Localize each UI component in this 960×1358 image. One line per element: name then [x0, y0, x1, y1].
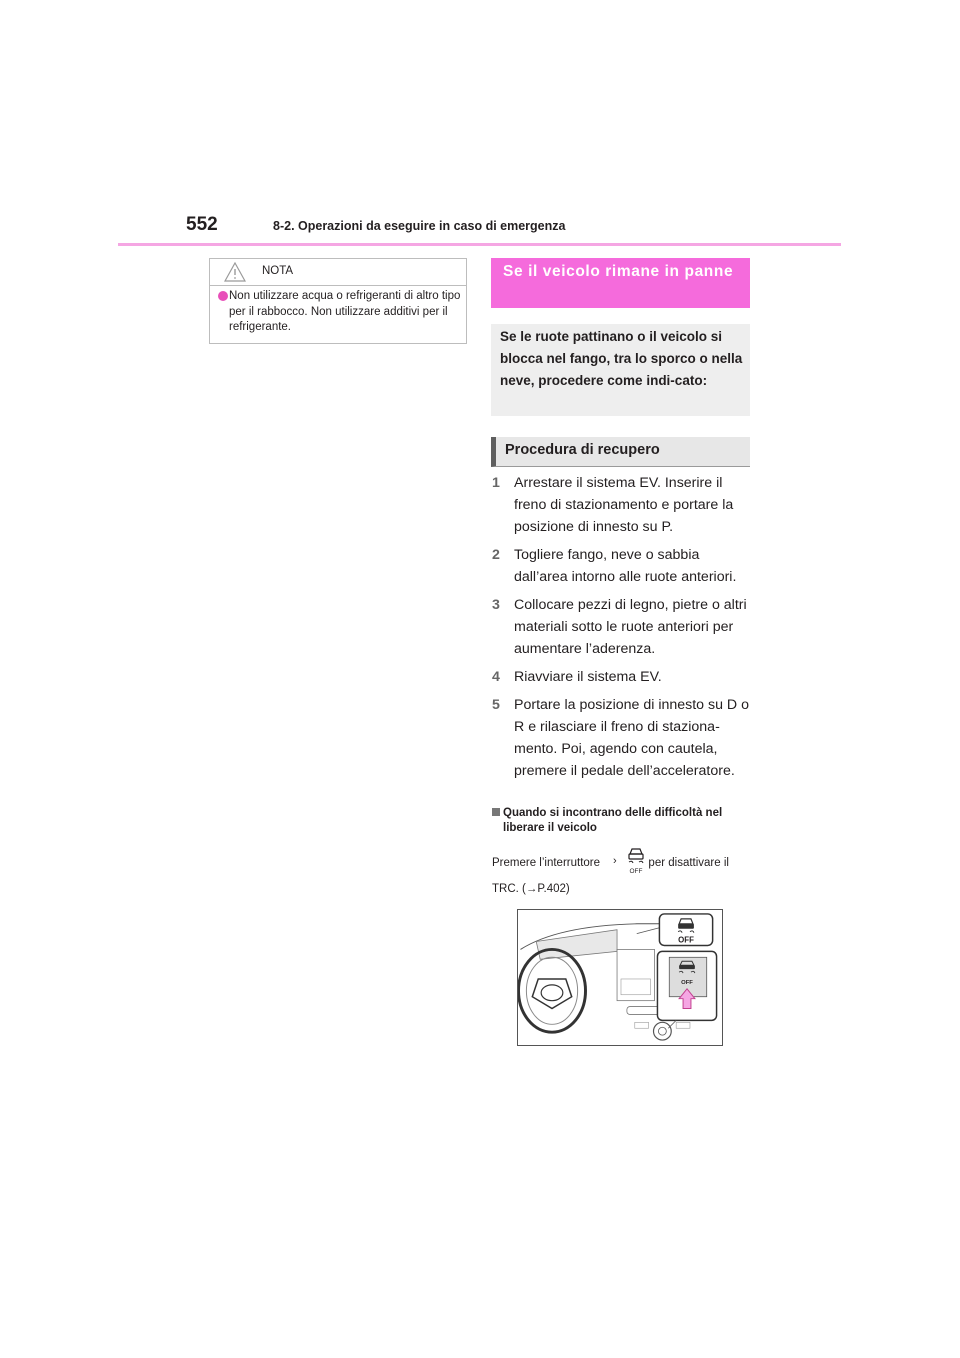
section-title: 8-2. Operazioni da eseguire in caso di emergenza	[273, 219, 566, 233]
intro-text: Se le ruote pattinano o il veicolo si blocca nel fango, tra lo sporco o nella neve, procedere come indi-cato:	[500, 329, 743, 388]
chevron-right-icon: ›	[613, 855, 617, 867]
section-heading-text: Se il veicolo rimane in panne	[503, 263, 734, 280]
square-bullet-icon	[492, 808, 500, 816]
note-text-before: Premere l’interruttore	[492, 857, 601, 869]
nota-text: Non utilizzare acqua o refrigeranti di altro tipo per il rabbocco. Non utilizzare additivi per il refrigerante.	[229, 290, 461, 333]
procedure-heading-text: Procedura di recupero	[505, 442, 660, 458]
step-item	[492, 694, 754, 782]
callout-label: OFF	[678, 935, 694, 945]
step-number: 5	[492, 697, 500, 713]
nota-header	[210, 259, 466, 286]
step-text: Collocare pezzi di legno, pietre o altri materiali sotto le ruote anteriori per aumentare l’aderenza.	[514, 597, 747, 657]
trc-icon-label: OFF	[629, 868, 643, 874]
note-text-line2: TRC. (→P.402)	[492, 883, 570, 895]
step-number: 3	[492, 597, 500, 613]
step-item	[492, 666, 754, 688]
intro-box	[491, 324, 750, 416]
step-item	[492, 544, 754, 588]
step-number: 2	[492, 547, 500, 563]
switch-label: OFF	[681, 979, 693, 986]
note-heading-text: Quando si incontrano delle difficoltà nel liberare il veicolo	[503, 807, 723, 834]
step-number: 1	[492, 475, 500, 491]
steps-list	[492, 472, 754, 788]
step-item	[492, 472, 754, 538]
note-text-line1	[492, 857, 729, 869]
dashboard-illustration	[517, 909, 723, 1046]
note-heading	[492, 806, 754, 836]
header-rule	[118, 243, 841, 246]
step-number: 4	[492, 669, 500, 685]
procedure-heading	[491, 437, 750, 467]
trc-off-icon	[624, 846, 648, 874]
nota-label: NOTA	[262, 265, 294, 277]
step-text: Arrestare il sistema EV. Inserire il freno di stazionamento e portare la posizione di innesto su P.	[514, 475, 734, 535]
section-heading	[491, 258, 750, 308]
warning-icon	[224, 262, 246, 282]
step-item	[492, 594, 754, 660]
step-text: Portare la posizione di innesto su D o R e rilasciare il freno di staziona-mento. Poi, agendo con cautela, premere il pedale dell’acceleratore.	[514, 697, 750, 779]
bullet-icon	[218, 291, 228, 301]
step-text: Togliere fango, neve o sabbia dall’area intorno alle ruote anteriori.	[514, 547, 737, 585]
page-number: 552	[186, 214, 218, 235]
step-text: Riavviare il sistema EV.	[514, 669, 662, 685]
nota-box	[209, 258, 467, 344]
note-text-after: per disattivare il	[648, 857, 729, 869]
